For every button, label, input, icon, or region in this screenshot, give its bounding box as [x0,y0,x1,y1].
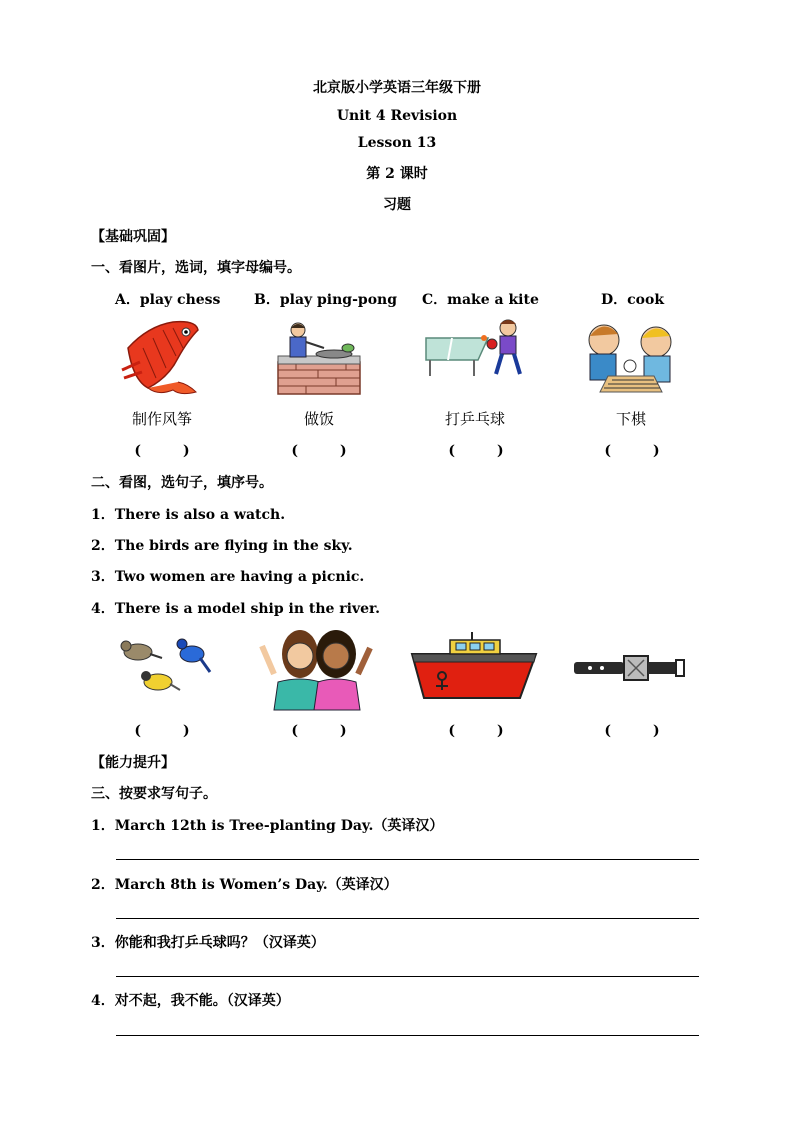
answer-blank[interactable]: ( ) [448,723,504,739]
sentence-2: 2．The birds are flying in the sky. [91,538,353,554]
chess-icon [582,318,682,396]
birds-icon [114,632,212,700]
answer-blank[interactable]: ( ) [134,443,190,459]
picture-label-cook: 做饭 [303,410,334,428]
sentence-4: 4．There is a model ship in the river. [91,601,381,617]
cooking-icon [276,318,362,396]
period-title: 第 2 课时 [366,166,428,182]
question-1: 1．March 12th is Tree-planting Day.（英译汉） [91,818,444,834]
answer-blank[interactable]: ( ) [448,443,504,459]
sentence-3: 3．Two women are having a picnic. [91,569,365,585]
book-title: 北京版小学英语三年级下册 [313,80,481,96]
ping-pong-icon [424,316,532,382]
picture-label-ping-pong: 打乒乓球 [444,410,505,428]
answer-blank[interactable]: ( ) [604,443,660,459]
unit-title: Unit 4 Revision [336,108,458,124]
lesson-title: Lesson 13 [357,135,437,151]
option-c: C．make a kite [422,292,539,308]
part2-title: 二、看图，选句子，填序号。 [91,475,273,491]
answer-blank[interactable]: ( ) [291,723,347,739]
watch-icon [572,652,686,684]
part1-title: 一、看图片，选词，填字母编号。 [91,260,301,276]
women-icon [258,626,374,710]
question-4: 4．对不起，我不能。（汉译英） [91,993,290,1009]
answer-line[interactable] [116,859,699,860]
option-a: A．play chess [115,292,221,308]
part3-title: 三、按要求写句子。 [91,786,217,802]
answer-line[interactable] [116,918,699,919]
option-d: D．cook [601,292,665,308]
exercise-type: 习题 [383,197,411,213]
question-2: 2．March 8th is Women’s Day.（英译汉） [91,877,398,893]
ship-icon [410,632,538,702]
answer-line[interactable] [116,1035,699,1036]
picture-label-kite: 制作风筝 [131,410,192,428]
sentence-1: 1．There is also a watch. [91,507,286,523]
answer-blank[interactable]: ( ) [134,723,190,739]
question-3: 3．你能和我打乒乓球吗？（汉译英） [91,935,325,951]
answer-blank[interactable]: ( ) [604,723,660,739]
picture-label-chess: 下棋 [615,410,646,428]
section-basic-heading: 【基础巩固】 [91,229,175,245]
kite-icon [118,318,206,398]
section-advanced-heading: 【能力提升】 [91,755,175,771]
answer-blank[interactable]: ( ) [291,443,347,459]
option-b: B．play ping-pong [254,292,398,308]
answer-line[interactable] [116,976,699,977]
